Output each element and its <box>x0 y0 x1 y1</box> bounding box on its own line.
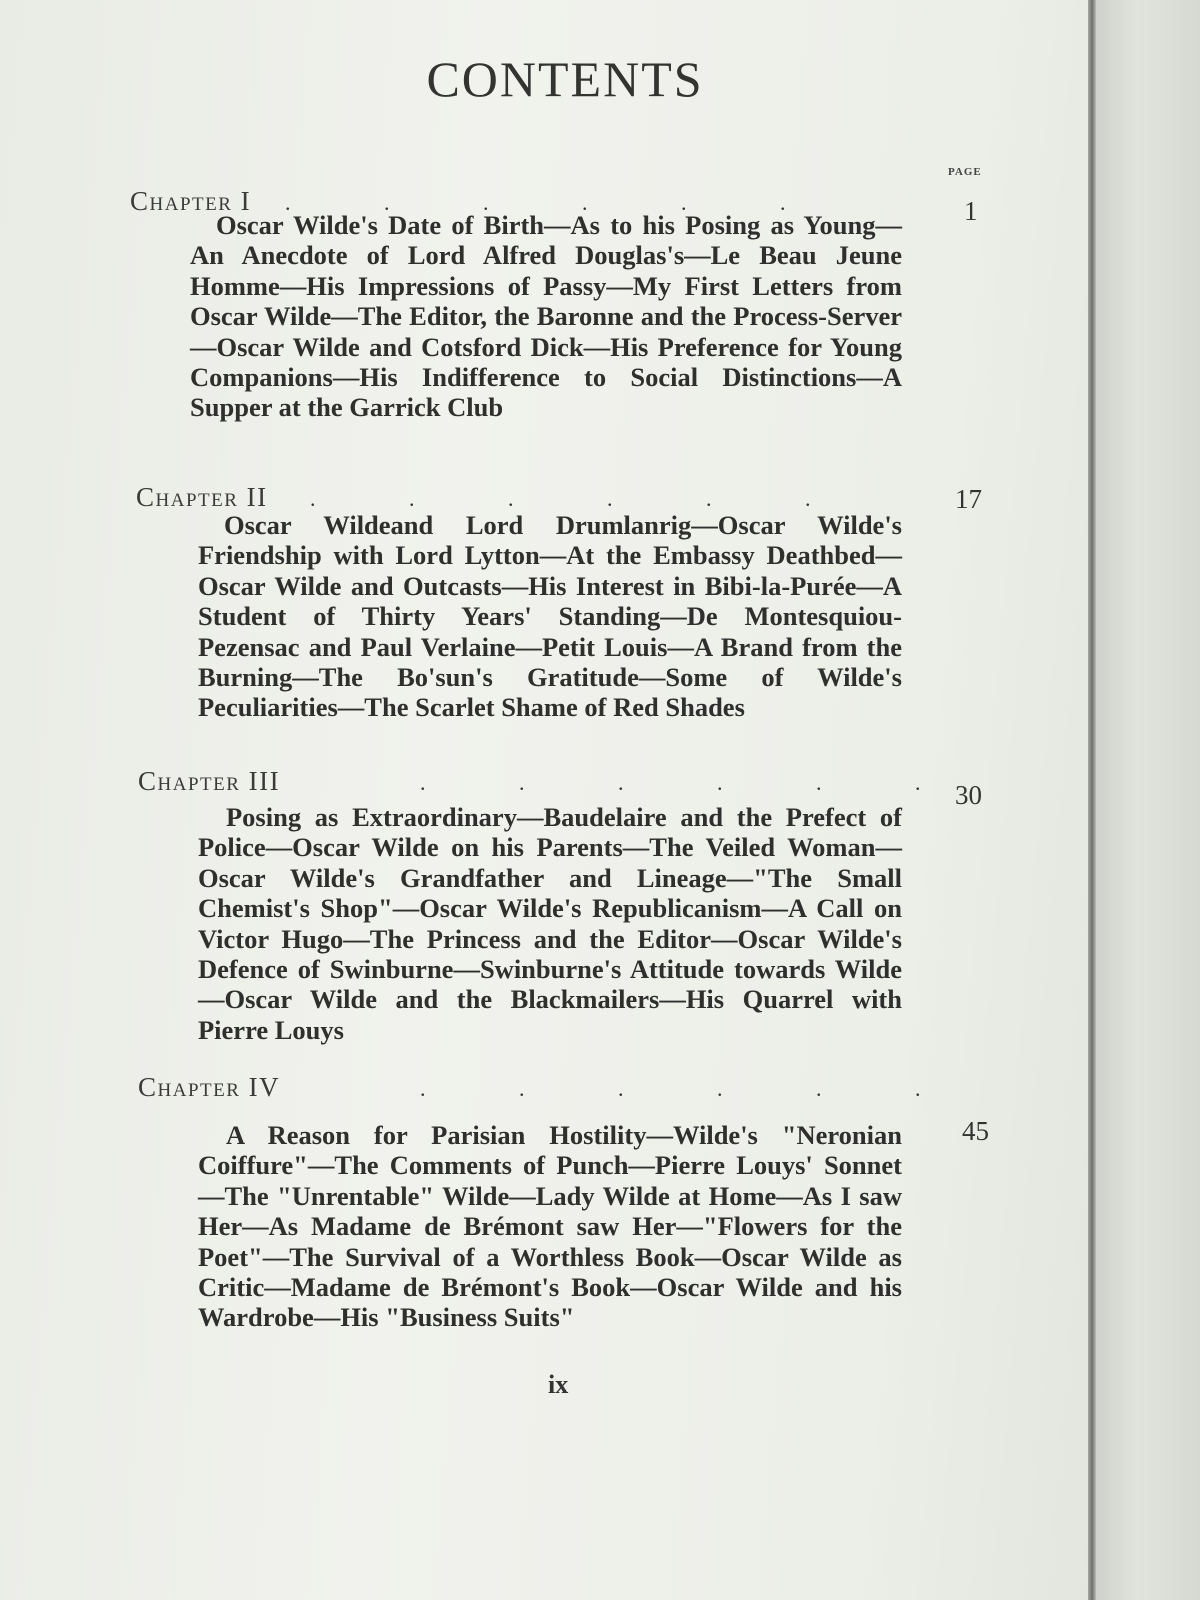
chapter-label: Chapter IV <box>138 1072 281 1102</box>
chapter-label: Chapter II <box>136 482 268 512</box>
leader-dots: . . . . . . <box>420 1076 921 1101</box>
leader-dots: . . . . . . <box>285 190 786 215</box>
chapter-page-number: 45 <box>962 1116 989 1146</box>
page-folio: ix <box>548 1370 569 1399</box>
chapter-entry <box>0 1072 1010 1333</box>
book-gutter <box>1088 0 1096 1600</box>
chapter-page-number: 1 <box>964 196 978 226</box>
leader-dots: . . . . . . <box>310 486 811 511</box>
chapter-summary: Posing as Extraordinary—Baudelaire and the Prefect of Police—Oscar Wilde on his Parents—The Veiled Woman—Oscar Wilde's Grandfather and Lineage—"The Small Chemist's Shop"—Oscar Wilde's Republicanism—A Call on Victor Hugo—The Princess and the Editor—Oscar Wilde's Defence of Swinburne—Swinburne's Attitude towards Wilde—Oscar Wilde and the Blackmailers—His Quarrel with Pierre Louys <box>198 802 902 1045</box>
page-title: CONTENTS <box>426 51 704 107</box>
chapter-heading-row <box>0 1072 1010 1146</box>
chapter-summary: Oscar Wilde's Date of Birth—As to his Posing as Young—An Anecdote of Lord Alfred Douglas's—Le Beau Jeune Homme—His Impressions of Passy—My First Letters from Oscar Wilde—The Editor, the Baronne and the Process-Server—Oscar Wilde and Cotsford Dick—His Preference for Young Companions—His Indifference to Social Distinctions—A Supper at the Garrick Club <box>190 210 902 423</box>
chapter-entry <box>0 766 1010 1045</box>
chapter-label: Chapter III <box>138 766 281 796</box>
chapter-entry <box>0 186 1010 423</box>
chapter-summary: A Reason for Parisian Hostility—Wilde's "Neronian Coiffure"—The Comments of Punch—Pierre Louys' Sonnet—The "Unrentable" Wilde—Lady Wilde at Home—As I saw Her—As Madame de Brémont saw Her—"Flowers for the Poet"—The Survival of a Worthless Book—Oscar Wilde as Critic—Madame de Brémont's Book—Oscar Wilde and his Wardrobe—His "Business Suits" <box>198 1120 902 1333</box>
chapter-page-number: 17 <box>955 484 982 514</box>
chapter-summary: Oscar Wildeand Lord Drumlanrig—Oscar Wilde's Friendship with Lord Lytton—At the Embassy Deathbed—Oscar Wilde and Outcasts—His Interest in Bibi-la-Purée—A Student of Thirty Years' Standing—De Montesquiou-Pezensac and Paul Verlaine—Petit Louis—A Brand from the Burning—The Bo'sun's Gratitude—Some of Wilde's Peculiarities—The Scarlet Shame of Red Shades <box>198 510 902 723</box>
adjacent-page-edge <box>1096 0 1200 1600</box>
chapter-label: Chapter I <box>130 186 252 216</box>
leader-dots: . . . . . . <box>420 770 921 795</box>
page-column-heading: PAGE <box>948 166 982 178</box>
chapter-page-number: 30 <box>955 780 982 810</box>
chapter-heading-row <box>0 766 1010 810</box>
chapter-entry <box>0 482 1010 723</box>
